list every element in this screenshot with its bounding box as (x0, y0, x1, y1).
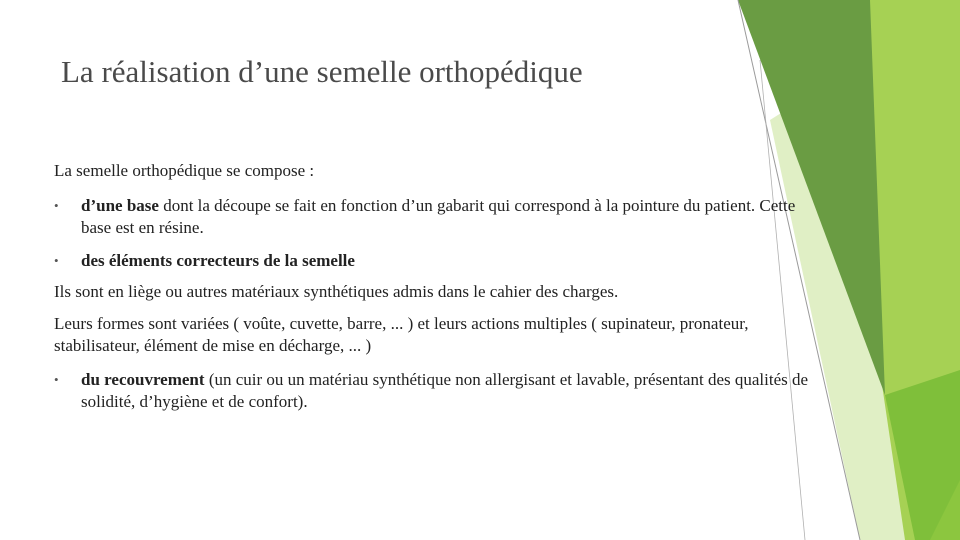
bullet-text: dont la découpe se fait en fonction d’un gabarit qui correspond à la pointure du patient. Cette base est en résine. (81, 196, 796, 237)
intro-text: La semelle orthopédique se compose : (54, 161, 315, 180)
bullet-item-elements (54, 250, 814, 272)
bullet-bold-text: des éléments correcteurs de la semelle (81, 251, 355, 270)
bullet-item-recouvrement (54, 369, 814, 413)
bullet-bold-text: d’une base (81, 196, 159, 215)
bullet-item-base (54, 195, 814, 239)
bullet-dot: • (54, 372, 59, 387)
slide-title: La réalisation d’une semelle orthopédique (61, 54, 583, 89)
bullet-bold-text: du recouvrement (81, 370, 205, 389)
bullet-text: (un cuir ou un matériau synthétique non allergisant et lavable, présentant des qualités de solidité, d’hygiène et de confort). (81, 370, 809, 411)
slide-body (54, 160, 814, 413)
paragraph-forms: Leurs formes sont variées ( voûte, cuvette, barre, ... ) et leurs actions multiples ( supinateur, pronateur, stabilisateur, élément de mise en décharge, ... ) (54, 314, 749, 355)
bullet-dot: • (54, 253, 59, 268)
bullet-dot: • (54, 198, 59, 213)
paragraph-materials: Ils sont en liège ou autres matériaux synthétiques admis dans le cahier des charges. (54, 282, 619, 301)
